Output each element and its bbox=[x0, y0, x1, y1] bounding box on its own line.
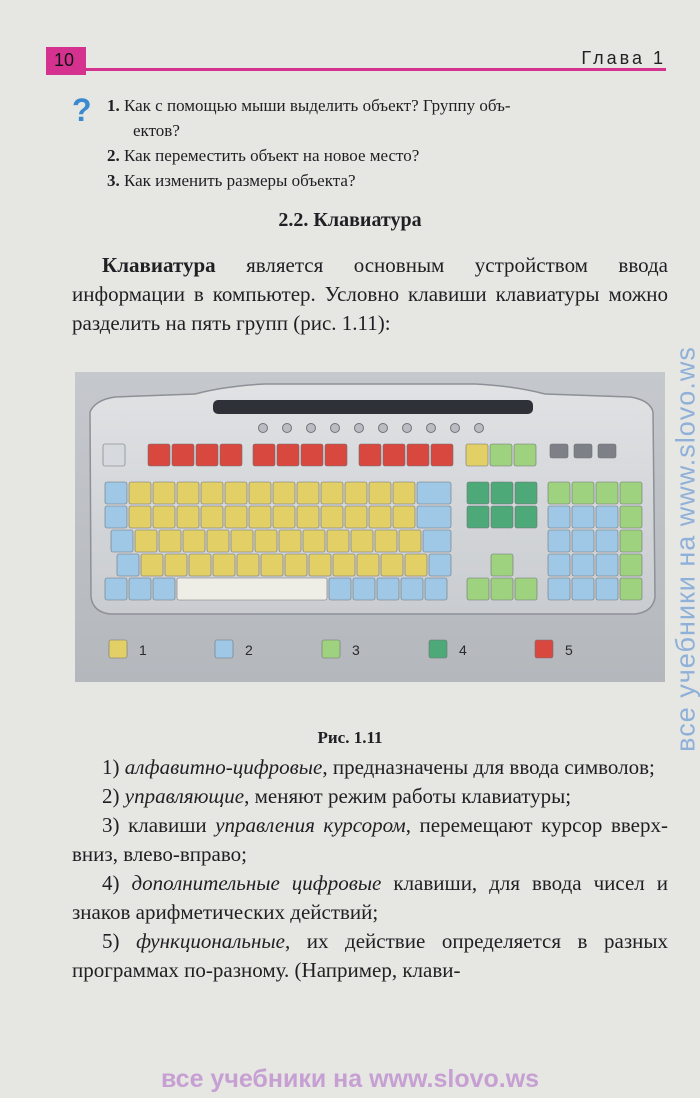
bottom-watermark: все учебники на www.slovo.ws bbox=[160, 1065, 540, 1093]
keyboard-key bbox=[359, 444, 381, 466]
keyboard-key bbox=[220, 444, 242, 466]
keyboard-key bbox=[393, 506, 415, 528]
keyboard-key bbox=[381, 554, 403, 576]
keyboard-key bbox=[196, 444, 218, 466]
keyboard-key bbox=[325, 444, 347, 466]
keyboard-key bbox=[172, 444, 194, 466]
keyboard-key bbox=[207, 530, 229, 552]
list-item: 4) дополнительные цифровые клавиши, для ввода чисел и знаков арифметических действий; bbox=[72, 871, 668, 924]
legend-swatch bbox=[215, 640, 233, 658]
keyboard-key bbox=[491, 506, 513, 528]
chapter-title: Глава 1 bbox=[581, 48, 666, 68]
keyboard-key bbox=[574, 444, 592, 458]
keyboard-key bbox=[177, 482, 199, 504]
keyboard-key bbox=[515, 578, 537, 600]
keyboard-key bbox=[253, 444, 275, 466]
question-3: 3. Как изменить размеры объекта? bbox=[107, 171, 356, 190]
keyboard-key bbox=[249, 482, 271, 504]
keyboard-key bbox=[548, 482, 570, 504]
legend-swatch bbox=[109, 640, 127, 658]
keyboard-key bbox=[321, 482, 343, 504]
keyboard-key bbox=[297, 506, 319, 528]
keyboard-key bbox=[369, 506, 391, 528]
keyboard-key bbox=[407, 444, 429, 466]
keyboard-key bbox=[105, 578, 127, 600]
keyboard-key bbox=[572, 578, 594, 600]
keyboard-key bbox=[177, 506, 199, 528]
keyboard-key bbox=[148, 444, 170, 466]
keyboard-key bbox=[405, 554, 427, 576]
keyboard-key bbox=[572, 482, 594, 504]
keyboard-key bbox=[309, 554, 331, 576]
keyboard-key bbox=[249, 506, 271, 528]
keyboard-keys bbox=[103, 424, 642, 601]
figure-caption: Рис. 1.11 bbox=[317, 728, 383, 747]
question-2: 2. Как переместить объект на новое место? bbox=[107, 146, 420, 165]
keyboard-key bbox=[285, 554, 307, 576]
intro-paragraph bbox=[72, 251, 668, 338]
keyboard-key bbox=[201, 506, 223, 528]
keyboard-key bbox=[153, 506, 175, 528]
keyboard-key bbox=[301, 444, 323, 466]
keyboard-key bbox=[135, 530, 157, 552]
keyboard-key bbox=[141, 554, 163, 576]
keyboard-key bbox=[333, 554, 355, 576]
keyboard-key bbox=[620, 506, 642, 528]
keyboard-key bbox=[429, 554, 451, 576]
keyboard-key bbox=[399, 530, 421, 552]
keyboard-key bbox=[431, 444, 453, 466]
keyboard-key bbox=[345, 506, 367, 528]
keyboard-key bbox=[231, 530, 253, 552]
keyboard-key bbox=[273, 482, 295, 504]
keyboard-key bbox=[165, 554, 187, 576]
keyboard-key bbox=[327, 530, 349, 552]
legend-label: 4 bbox=[459, 642, 467, 658]
question-1: 1. Как с помощью мыши выделить объект? Группу объ- bbox=[107, 96, 511, 115]
keyboard-key bbox=[375, 530, 397, 552]
keyboard-indicator-button bbox=[331, 424, 340, 433]
keyboard-key bbox=[550, 444, 568, 458]
list-item: 2) управляющие, меняют режим работы клавиатуры; bbox=[102, 784, 572, 808]
keyboard-key bbox=[183, 530, 205, 552]
keyboard-key bbox=[159, 530, 181, 552]
keyboard-key bbox=[129, 578, 151, 600]
keyboard-key bbox=[548, 530, 570, 552]
keyboard-key bbox=[620, 578, 642, 600]
keyboard-key bbox=[279, 530, 301, 552]
keyboard-key bbox=[277, 444, 299, 466]
keyboard-key bbox=[213, 554, 235, 576]
keyboard-key bbox=[515, 482, 537, 504]
keyboard-key bbox=[237, 554, 259, 576]
keyboard-key bbox=[548, 578, 570, 600]
keyboard-key bbox=[189, 554, 211, 576]
keyboard-key bbox=[425, 578, 447, 600]
keyboard-key bbox=[261, 554, 283, 576]
keyboard-key bbox=[596, 530, 618, 552]
keyboard-key bbox=[491, 554, 513, 576]
keyboard-key bbox=[596, 554, 618, 576]
keyboard-key bbox=[351, 530, 373, 552]
keyboard-key bbox=[548, 554, 570, 576]
keyboard-indicator-button bbox=[403, 424, 412, 433]
keyboard-key bbox=[515, 506, 537, 528]
keyboard-key bbox=[201, 482, 223, 504]
key-groups-list bbox=[72, 753, 668, 985]
keyboard-key bbox=[572, 506, 594, 528]
question-1-continuation: ектов? bbox=[133, 121, 180, 140]
keyboard-key bbox=[491, 578, 513, 600]
keyboard-key bbox=[117, 554, 139, 576]
keyboard-indicator-button bbox=[307, 424, 316, 433]
keyboard-key bbox=[329, 578, 351, 600]
keyboard-key bbox=[491, 482, 513, 504]
keyboard-key bbox=[111, 530, 133, 552]
legend-label: 3 bbox=[352, 642, 360, 658]
review-questions bbox=[107, 93, 667, 193]
keyboard-indicator-button bbox=[451, 424, 460, 433]
page-header bbox=[46, 47, 666, 75]
keyboard-key bbox=[620, 530, 642, 552]
keyboard-key bbox=[572, 554, 594, 576]
keyboard-key bbox=[572, 530, 594, 552]
keyboard-key bbox=[345, 482, 367, 504]
keyboard-indicator-button bbox=[355, 424, 364, 433]
section-title: 2.2. Клавиатура bbox=[278, 209, 422, 231]
keyboard-key bbox=[225, 506, 247, 528]
legend-swatch bbox=[535, 640, 553, 658]
keyboard-key bbox=[393, 482, 415, 504]
keyboard-key bbox=[598, 444, 616, 458]
keyboard-key bbox=[153, 578, 175, 600]
legend-swatch bbox=[322, 640, 340, 658]
keyboard-key bbox=[303, 530, 325, 552]
keyboard-key bbox=[467, 578, 489, 600]
keyboard-indicator-button bbox=[283, 424, 292, 433]
keyboard bbox=[90, 384, 655, 614]
legend-label: 5 bbox=[565, 642, 573, 658]
keyboard-indicator-button bbox=[379, 424, 388, 433]
keyboard-indicator-button bbox=[259, 424, 268, 433]
keyboard-key bbox=[620, 482, 642, 504]
keyboard-key bbox=[177, 578, 327, 600]
keyboard-key bbox=[297, 482, 319, 504]
keyboard-key bbox=[490, 444, 512, 466]
keyboard-key bbox=[548, 506, 570, 528]
keyboard-key bbox=[129, 506, 151, 528]
list-item: 3) клавиши управления курсором, перемещают курсор вверх-вниз, влево-вправо; bbox=[72, 813, 668, 866]
side-watermark: все учебники на www.slovo.ws bbox=[670, 346, 700, 752]
list-item: 5) функциональные, их действие определяется в разных программах по-разному. (Например, клави- bbox=[72, 929, 668, 982]
keyboard-key bbox=[423, 530, 451, 552]
legend-swatch bbox=[429, 640, 447, 658]
keyboard-key bbox=[321, 506, 343, 528]
keyboard-key bbox=[383, 444, 405, 466]
keyboard-key bbox=[105, 482, 127, 504]
keyboard-key bbox=[105, 506, 127, 528]
list-item: 1) алфавитно-цифровые, предназначены для ввода символов; bbox=[102, 755, 655, 779]
keyboard-key bbox=[103, 444, 125, 466]
keyboard-key bbox=[596, 506, 618, 528]
intro-text: является основным устройством ввода информации в компьютер. Условно клавиши клавиатуры можно разделить на пять групп (рис. 1.11): bbox=[72, 253, 668, 335]
question-mark-icon: ? bbox=[72, 92, 92, 128]
keyboard-indicator-button bbox=[427, 424, 436, 433]
keyboard-figure bbox=[75, 372, 665, 682]
keyboard-indicator-button bbox=[475, 424, 484, 433]
keyboard-key bbox=[467, 506, 489, 528]
keyboard-key bbox=[129, 482, 151, 504]
keyboard-key bbox=[467, 482, 489, 504]
keyboard-key bbox=[514, 444, 536, 466]
page-number: 10 bbox=[54, 50, 75, 70]
intro-term: Клавиатура bbox=[102, 253, 216, 277]
keyboard-key bbox=[596, 482, 618, 504]
legend-label: 1 bbox=[139, 642, 147, 658]
keyboard-key bbox=[417, 506, 451, 528]
keyboard-key bbox=[466, 444, 488, 466]
keyboard-key bbox=[353, 578, 375, 600]
legend-label: 2 bbox=[245, 642, 253, 658]
keyboard-key bbox=[620, 554, 642, 576]
header-rule bbox=[86, 68, 666, 71]
keyboard-key bbox=[225, 482, 247, 504]
keyboard-key bbox=[417, 482, 451, 504]
keyboard-key bbox=[357, 554, 379, 576]
keyboard-key bbox=[596, 578, 618, 600]
keyboard-key bbox=[377, 578, 399, 600]
keyboard-key bbox=[273, 506, 295, 528]
keyboard-key bbox=[401, 578, 423, 600]
keyboard-key bbox=[153, 482, 175, 504]
keyboard-key bbox=[255, 530, 277, 552]
keyboard-key bbox=[369, 482, 391, 504]
